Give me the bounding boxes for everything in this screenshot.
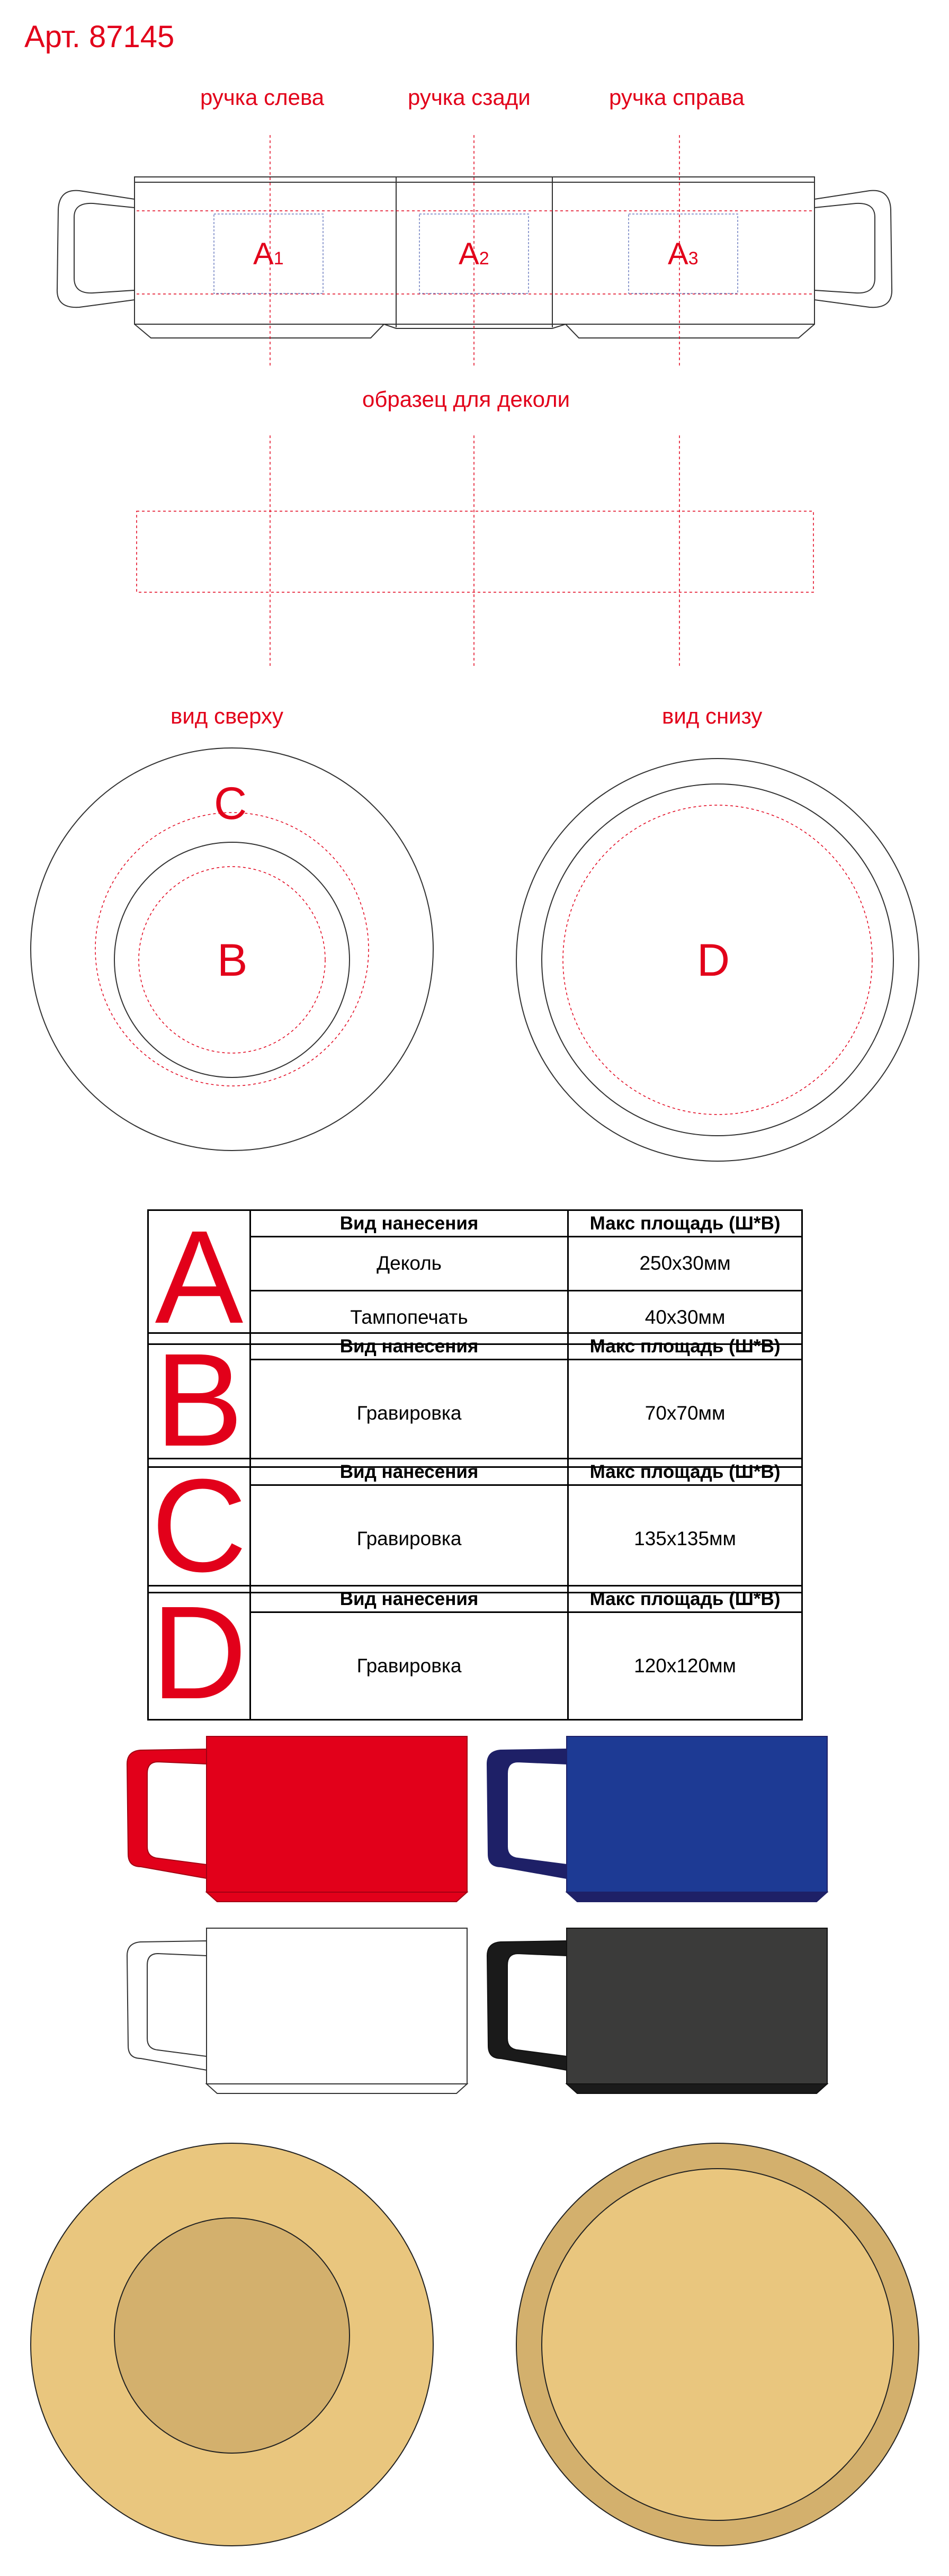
spec-table-d (147, 1579, 803, 1726)
method-cell: Деколь (250, 1237, 568, 1291)
header-method: Вид нанесения (250, 1586, 568, 1612)
area-cell: 70х70мм (568, 1360, 802, 1467)
mug-red (127, 1736, 467, 1902)
mug-foot (567, 2084, 827, 2093)
mug-body (207, 1928, 467, 2084)
header-method: Вид нанесения (250, 1210, 568, 1237)
area-cell: 135х135мм (568, 1485, 802, 1593)
method-cell: Гравировка (250, 1612, 568, 1720)
area-cell: 250х30мм (568, 1237, 802, 1291)
mug-foot (207, 2084, 467, 2093)
mug-foot (567, 1892, 827, 1902)
mug-black (487, 1928, 827, 2093)
mug-foot (207, 1892, 467, 1902)
area-cell: 120х120мм (568, 1612, 802, 1720)
mug-handle (127, 1749, 207, 1878)
article-number: Арт. 87145 (24, 20, 175, 54)
spec-table-letter: B (148, 1333, 250, 1467)
spec-table-a (147, 1203, 803, 1351)
right-handle-outline (814, 191, 892, 308)
zone-c-label: C (214, 778, 247, 829)
header-area: Макс площадь (Ш*В) (568, 1586, 802, 1612)
bamboo-top-view (31, 2143, 433, 2546)
header-method: Вид нанесения (250, 1459, 568, 1485)
label-handle-back: ручка сзади (408, 85, 531, 110)
spec-table-letter: C (148, 1459, 250, 1593)
header-area: Макс площадь (Ш*В) (568, 1459, 802, 1485)
foot-left (135, 324, 384, 338)
decal-area-outline (137, 511, 813, 592)
method-cell: Гравировка (250, 1360, 568, 1467)
method-cell: Тампопечать (250, 1290, 568, 1344)
zone-a3-label: A3 (668, 237, 699, 271)
mug-white (127, 1928, 467, 2093)
mug-handle (487, 1941, 567, 2070)
spec-table-letter: D (148, 1586, 250, 1720)
mug-handle (127, 1941, 207, 2070)
label-handle-right: ручка справа (609, 85, 745, 110)
mug-body (207, 1736, 467, 1892)
area-cell: 40х30мм (568, 1290, 802, 1344)
left-handle-outline (57, 191, 135, 308)
label-top-view: вид сверху (171, 703, 284, 728)
label-handle-left: ручка слева (200, 85, 325, 110)
header-area: Макс площадь (Ш*В) (568, 1210, 802, 1237)
label-decal-sample: образец для деколи (362, 387, 570, 412)
bamboo-top-inner (114, 2218, 350, 2453)
zone-b-label: B (217, 935, 248, 986)
spec-table-c (147, 1451, 803, 1599)
mug-handle (487, 1749, 567, 1878)
foot-center (384, 324, 566, 328)
label-bottom-view: вид снизу (662, 703, 763, 728)
bamboo-bottom-view (516, 2143, 919, 2546)
zone-a1-label: A1 (253, 237, 284, 271)
mug-blue (487, 1736, 827, 1902)
mug-body (567, 1928, 827, 2084)
spec-table-letter: A (148, 1210, 250, 1344)
header-area: Макс площадь (Ш*В) (568, 1333, 802, 1360)
decal-sample-drawing (137, 435, 813, 668)
bamboo-bottom-inner (542, 2169, 893, 2520)
method-cell: Гравировка (250, 1485, 568, 1593)
zone-d-label: D (697, 935, 730, 986)
zone-a2-label: A2 (459, 237, 489, 271)
foot-right (566, 324, 814, 338)
spec-table-b (147, 1326, 803, 1474)
header-method: Вид нанесения (250, 1333, 568, 1360)
mug-body (567, 1736, 827, 1892)
